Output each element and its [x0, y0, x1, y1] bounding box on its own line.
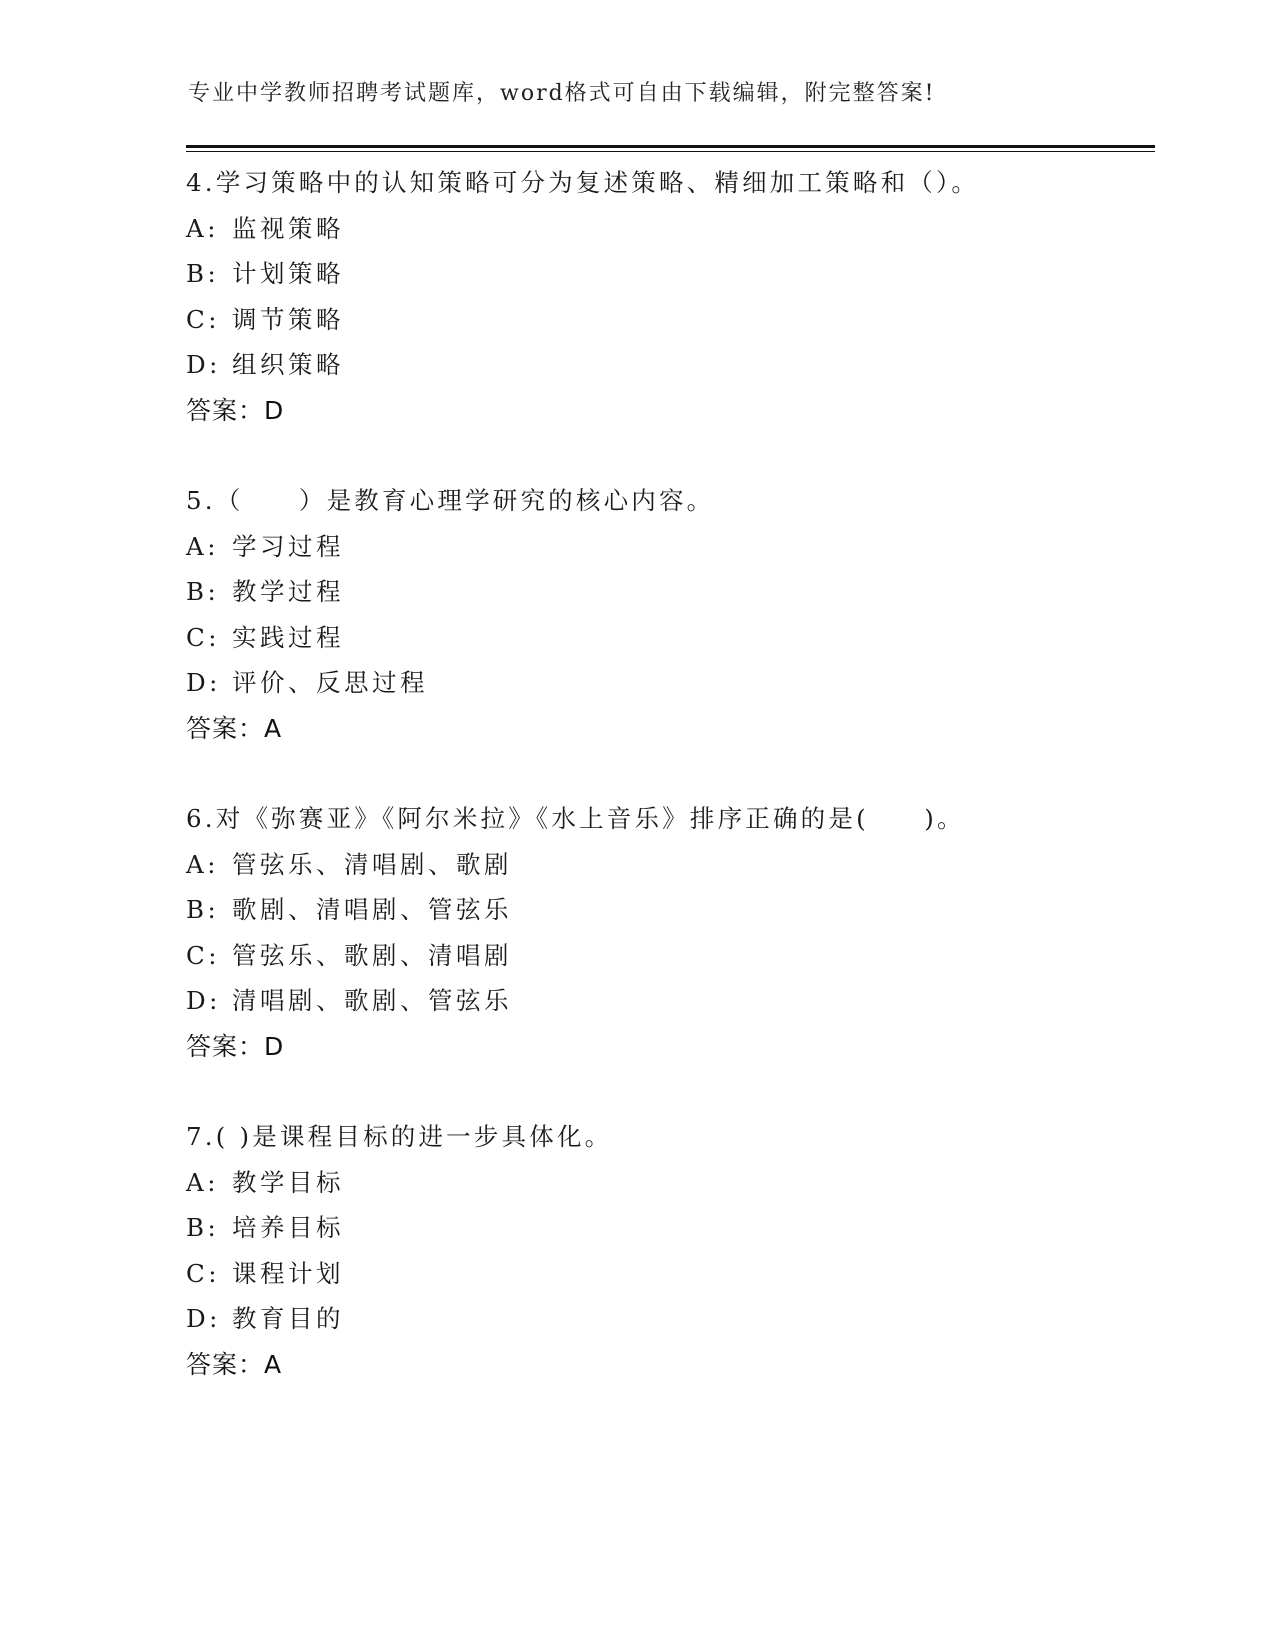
option-b — [186, 251, 1166, 297]
option-label: A: — [186, 1167, 219, 1197]
answer: 答案：D — [186, 395, 285, 425]
option-label: B: — [186, 577, 220, 606]
option-text: 评价、反思过程 — [232, 668, 428, 697]
option-label: D: — [186, 1304, 221, 1333]
option-label: A: — [186, 849, 219, 879]
option-label: C: — [186, 304, 221, 334]
option-c — [186, 297, 1166, 343]
option-text: 实践过程 — [232, 622, 344, 652]
header-rule-thick — [186, 145, 1155, 148]
option-label: B: — [186, 1213, 220, 1242]
option-d — [186, 660, 1166, 706]
page-header: 专业中学教师招聘考试题库，word格式可自由下载编辑，附完整答案! — [188, 81, 936, 106]
option-text: 管弦乐、歌剧、清唱剧 — [232, 940, 512, 970]
option-label: A: — [186, 213, 219, 243]
option-label: B: — [186, 895, 220, 924]
option-label: C: — [186, 940, 221, 970]
option-label: A: — [186, 531, 219, 561]
option-text: 组织策略 — [232, 350, 344, 379]
question-stem: 6.对《弥赛亚》《阿尔米拉》《水上音乐》排序正确的是( )。 — [186, 804, 965, 833]
option-d — [186, 1296, 1166, 1342]
option-text: 调节策略 — [232, 304, 344, 334]
question-7 — [186, 1114, 1166, 1387]
option-text: 教育目的 — [232, 1304, 344, 1333]
option-label: D: — [186, 350, 221, 379]
option-d — [186, 342, 1166, 388]
question-stem: 4.学习策略中的认知策略可分为复述策略、精细加工策略和（）。 — [186, 168, 980, 197]
option-text: 课程计划 — [232, 1258, 344, 1288]
option-text: 监视策略 — [232, 213, 344, 243]
question-6 — [186, 796, 1166, 1069]
question-list — [186, 160, 1166, 1432]
header-rule-thin — [186, 151, 1155, 152]
option-text: 计划策略 — [232, 259, 344, 288]
option-c — [186, 1251, 1166, 1297]
option-b — [186, 569, 1166, 615]
option-d — [186, 978, 1166, 1024]
option-text: 教学目标 — [232, 1167, 344, 1197]
option-a — [186, 842, 1166, 888]
answer: 答案：D — [186, 1031, 285, 1061]
option-text: 管弦乐、清唱剧、歌剧 — [232, 849, 512, 879]
option-b — [186, 1205, 1166, 1251]
question-5 — [186, 478, 1166, 751]
option-text: 学习过程 — [232, 531, 344, 561]
option-c — [186, 933, 1166, 979]
option-a — [186, 206, 1166, 252]
question-stem: 7.( )是课程目标的进一步具体化。 — [186, 1122, 613, 1151]
option-label: B: — [186, 259, 220, 288]
option-c — [186, 615, 1166, 661]
option-label: C: — [186, 1258, 221, 1288]
option-b — [186, 887, 1166, 933]
option-text: 教学过程 — [232, 577, 344, 606]
question-stem: 5.（ ）是教育心理学研究的核心内容。 — [186, 486, 715, 515]
option-text: 清唱剧、歌剧、管弦乐 — [232, 986, 512, 1015]
option-label: C: — [186, 622, 221, 652]
option-a — [186, 524, 1166, 570]
answer: 答案：A — [186, 713, 283, 743]
option-text: 培养目标 — [232, 1213, 344, 1242]
answer: 答案：A — [186, 1349, 283, 1379]
question-4 — [186, 160, 1166, 433]
option-label: D: — [186, 986, 221, 1015]
option-a — [186, 1160, 1166, 1206]
option-text: 歌剧、清唱剧、管弦乐 — [232, 895, 512, 924]
option-label: D: — [186, 668, 221, 697]
